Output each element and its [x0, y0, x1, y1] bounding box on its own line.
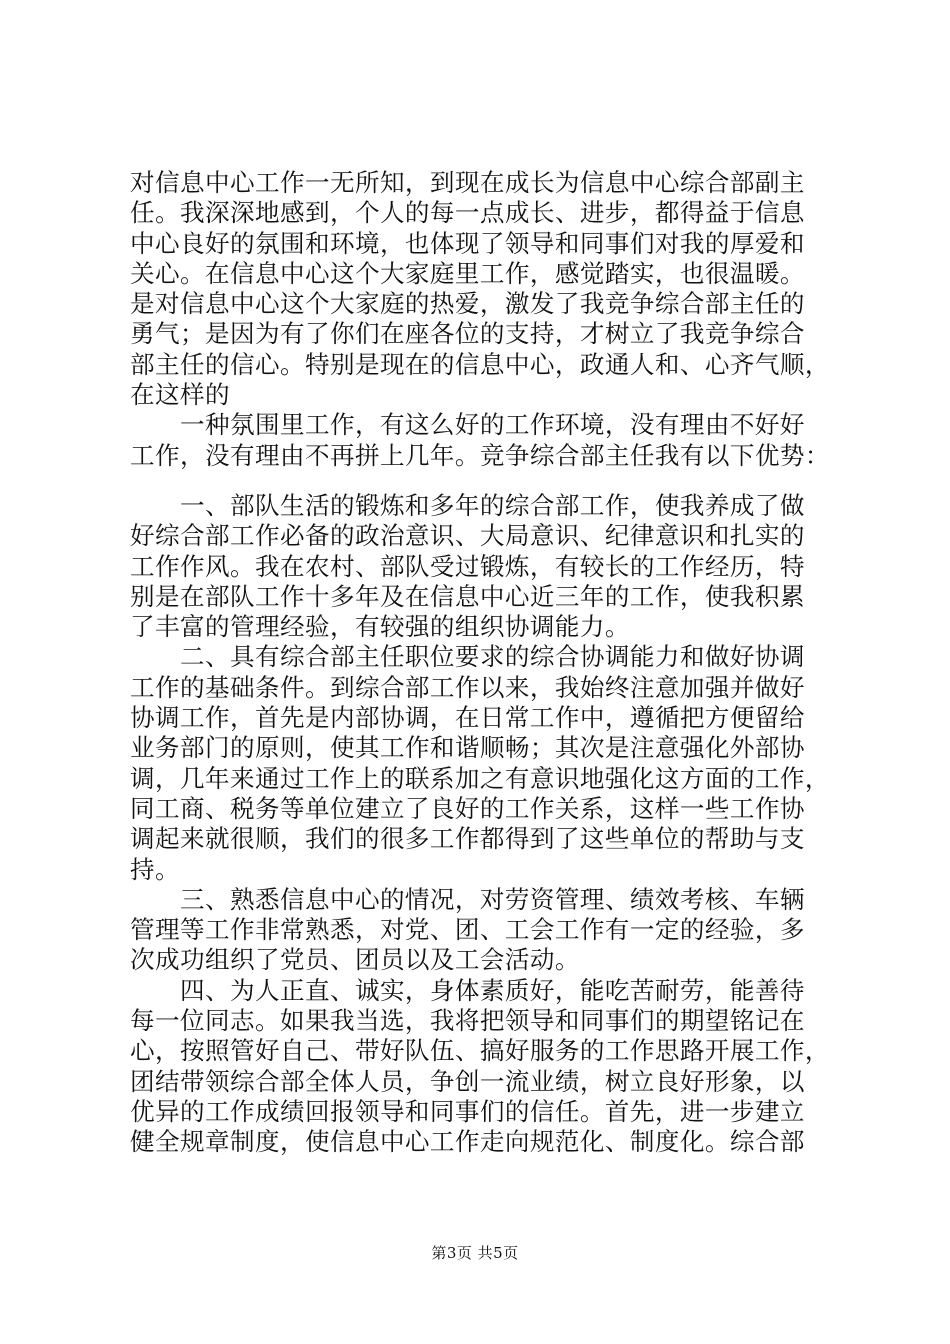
text-line: 次成功组织了党员、团员以及工会活动。 — [130, 945, 580, 975]
text-line: 持。 — [130, 854, 180, 884]
text-line: 调起来就很顺，我们的很多工作都得到了这些单位的帮助与支 — [130, 824, 805, 854]
text-line: 工作的基础条件。到综合部工作以来，我始终注意加强并做好 — [130, 672, 805, 702]
text-line: 勇气；是因为有了你们在座各位的支持，才树立了我竞争综合 — [130, 319, 805, 349]
text-line: 协调工作，首先是内部协调，在日常工作中，遵循把方便留给 — [130, 703, 805, 733]
text-line: 中心良好的氛围和环境，也体现了领导和同事们对我的厚爱和 — [130, 228, 805, 258]
text-line: 管理等工作非常熟悉，对党、团、工会工作有一定的经验，多 — [130, 915, 805, 945]
text-line: 了丰富的管理经验，有较强的组织协调能力。 — [130, 612, 630, 642]
text-line: 在这样的 — [130, 380, 230, 410]
page-indicator: 第3页 共5页 — [431, 1244, 519, 1262]
text-line: 工作，没有理由不再拼上几年。竞争综合部主任我有以下优势： — [130, 440, 830, 470]
text-line: 四、为人正直、诚实，身体素质好，能吃苦耐劳，能善待 — [130, 975, 805, 1005]
text-line: 一种氛围里工作，有这么好的工作环境，没有理由不好好 — [130, 410, 805, 440]
text-line: 心，按照管好自己、带好队伍、搞好服务的工作思路开展工作， — [130, 1036, 830, 1066]
text-line: 别是在部队工作十多年及在信息中心近三年的工作，使我积累 — [130, 581, 805, 611]
text-line: 优异的工作成绩回报领导和同事们的信任。首先，进一步建立 — [130, 1096, 805, 1126]
text-line: 健全规章制度，使信息中心工作走向规范化、制度化。综合部 — [130, 1127, 805, 1157]
text-line: 团结带领综合部全体人员，争创一流业绩，树立良好形象，以 — [130, 1066, 805, 1096]
text-line: 对信息中心工作一无所知，到现在成长为信息中心综合部副主 — [130, 168, 805, 197]
text-line: 工作作风。我在农村、部队受过锻炼，有较长的工作经历，特 — [130, 551, 805, 581]
text-line: 三、熟悉信息中心的情况，对劳资管理、绩效考核、车辆 — [130, 884, 805, 914]
text-line: 关心。在信息中心这个大家庭里工作，感觉踏实，也很温暖。 — [130, 258, 805, 288]
text-line: 好综合部工作必备的政治意识、大局意识、纪律意识和扎实的 — [130, 521, 805, 551]
text-line: 任。我深深地感到，个人的每一点成长、进步，都得益于信息 — [130, 198, 805, 228]
text-line: 一、部队生活的锻炼和多年的综合部工作，使我养成了做 — [130, 490, 805, 520]
text-line: 部主任的信心。特别是现在的信息中心，政通人和、心齐气顺， — [130, 349, 830, 379]
paragraph-gap — [130, 471, 830, 491]
text-line: 同工商、税务等单位建立了良好的工作关系，这样一些工作协 — [130, 793, 805, 823]
text-line: 业务部门的原则，使其工作和谐顺畅；其次是注意强化外部协 — [130, 733, 805, 763]
text-line: 调，几年来通过工作上的联系加之有意识地强化这方面的工作， — [130, 763, 830, 793]
text-line: 二、具有综合部主任职位要求的综合协调能力和做好协调 — [130, 642, 805, 672]
document-body — [130, 168, 830, 1158]
text-line: 每一位同志。如果我当选，我将把领导和同事们的期望铭记在 — [130, 1006, 805, 1036]
text-line: 是对信息中心这个大家庭的热爱，激发了我竞争综合部主任的 — [130, 289, 805, 319]
